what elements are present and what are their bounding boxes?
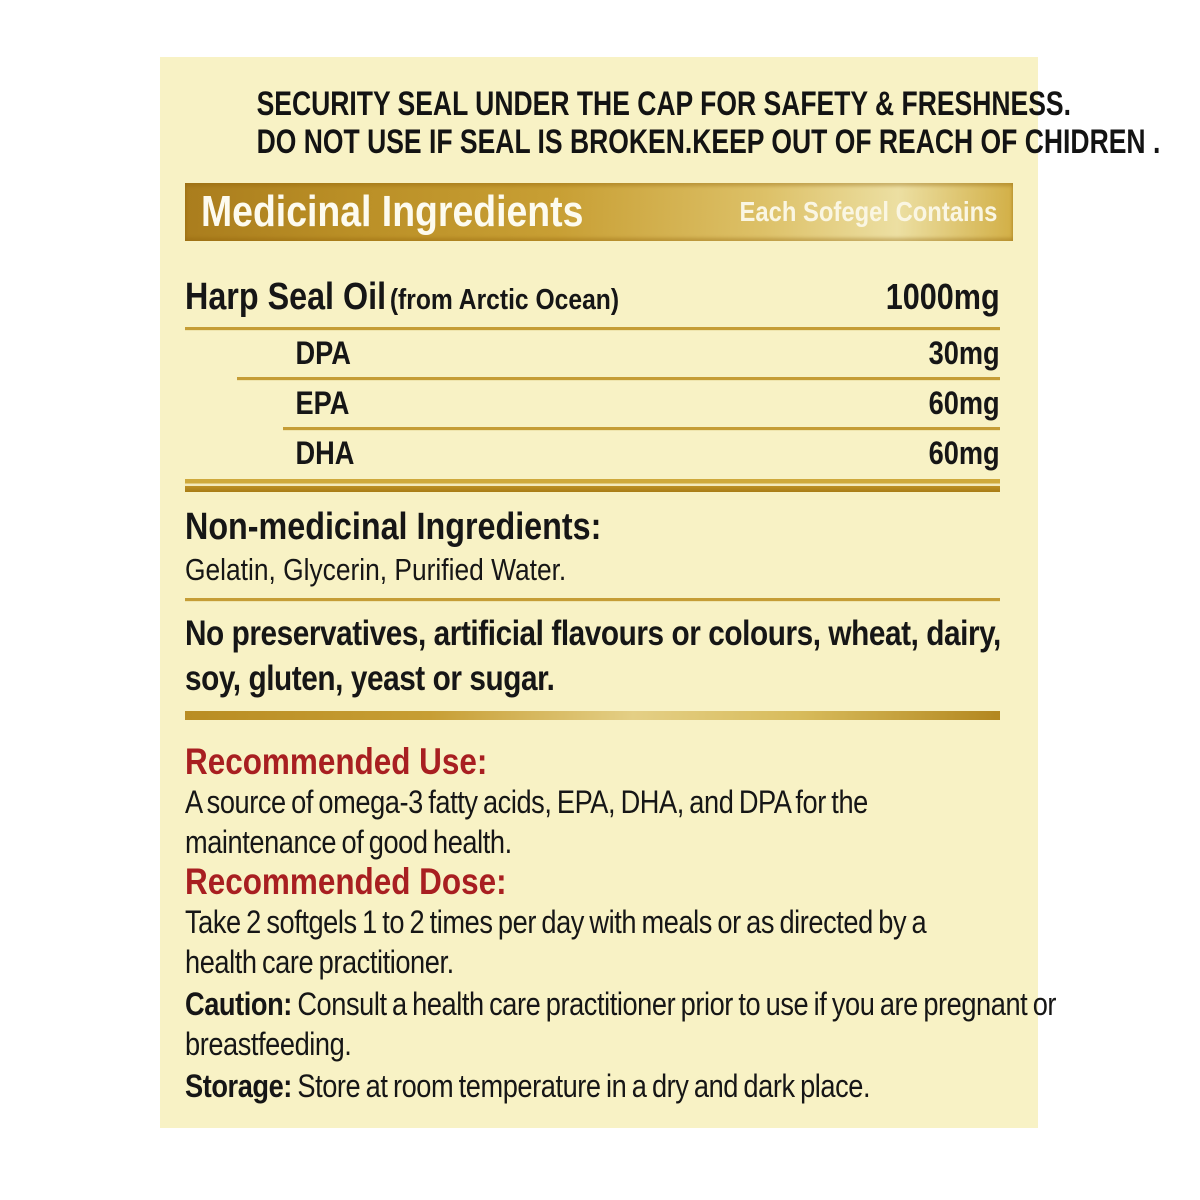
security-notice-line-1: SECURITY SEAL UNDER THE CAP FOR SAFETY & FRESHNESS. [256,85,1071,123]
ingredient-row-harp-seal-oil [185,275,1000,327]
caution-heading: Caution: [185,986,292,1022]
medicinal-ingredients-table [185,275,1000,492]
recommended-use-body: A source of omega-3 fatty acids, EPA, DHA, and DPA for the maintenance of good health. [185,784,868,860]
recommended-dose-body: Take 2 softgels 1 to 2 times per day with meals or as directed by a health care practitioner. [185,904,927,980]
ingredient-amount: 30mg [928,335,1000,371]
storage-body: Store at room temperature in a dry and dark place. [297,1068,871,1104]
non-medicinal-heading: Non-medicinal Ingredients: [185,506,602,548]
ingredient-name: Harp Seal Oil [185,276,387,318]
ingredient-row-epa [185,380,1000,427]
ingredient-amount: 60mg [928,385,1000,421]
storage-section [185,1066,1063,1106]
ingredient-amount: 1000mg [885,276,1000,317]
recommended-use-section [185,742,1000,862]
each-softgel-contains-label: Each Sofegel Contains [739,196,997,227]
table-bottom-rule [185,479,1000,492]
medicinal-ingredients-header-bar [185,183,1013,241]
recommended-dose-heading: Recommended Dose: [185,861,507,902]
security-notice-line-2: DO NOT USE IF SEAL IS BROKEN.KEEP OUT OF REACH OF CHIDREN . [256,123,1161,161]
ingredient-source-note: (from Arctic Ocean) [389,284,620,316]
caution-section [185,984,1063,1064]
storage-heading: Storage: [185,1068,292,1104]
non-medicinal-section [185,504,1000,590]
section-divider [185,598,1000,601]
section-rule [185,711,1000,720]
ingredient-row-dha [185,430,1000,477]
supplement-facts-label [160,57,1161,1128]
ingredient-name-cell [185,275,619,327]
non-medicinal-body: Gelatin, Glycerin, Purified Water. [185,552,567,587]
ingredient-name: EPA [295,385,350,421]
recommended-use-heading: Recommended Use: [185,741,488,782]
recommended-dose-section [185,862,1000,982]
ingredient-name: DHA [295,435,355,471]
ingredient-amount: 60mg [928,435,1000,471]
ingredient-name: DPA [295,335,351,371]
free-from-statement: No preservatives, artificial flavours or colours, wheat, dairy, soy, gluten, yeast or sugar. [185,614,1001,698]
medicinal-ingredients-title: Medicinal Ingredients [201,187,584,236]
ingredient-row-dpa [185,330,1000,377]
security-notice [160,57,1161,161]
caution-body: Consult a health care practitioner prior to use if you are pregnant or breastfeeding. [185,986,1057,1062]
